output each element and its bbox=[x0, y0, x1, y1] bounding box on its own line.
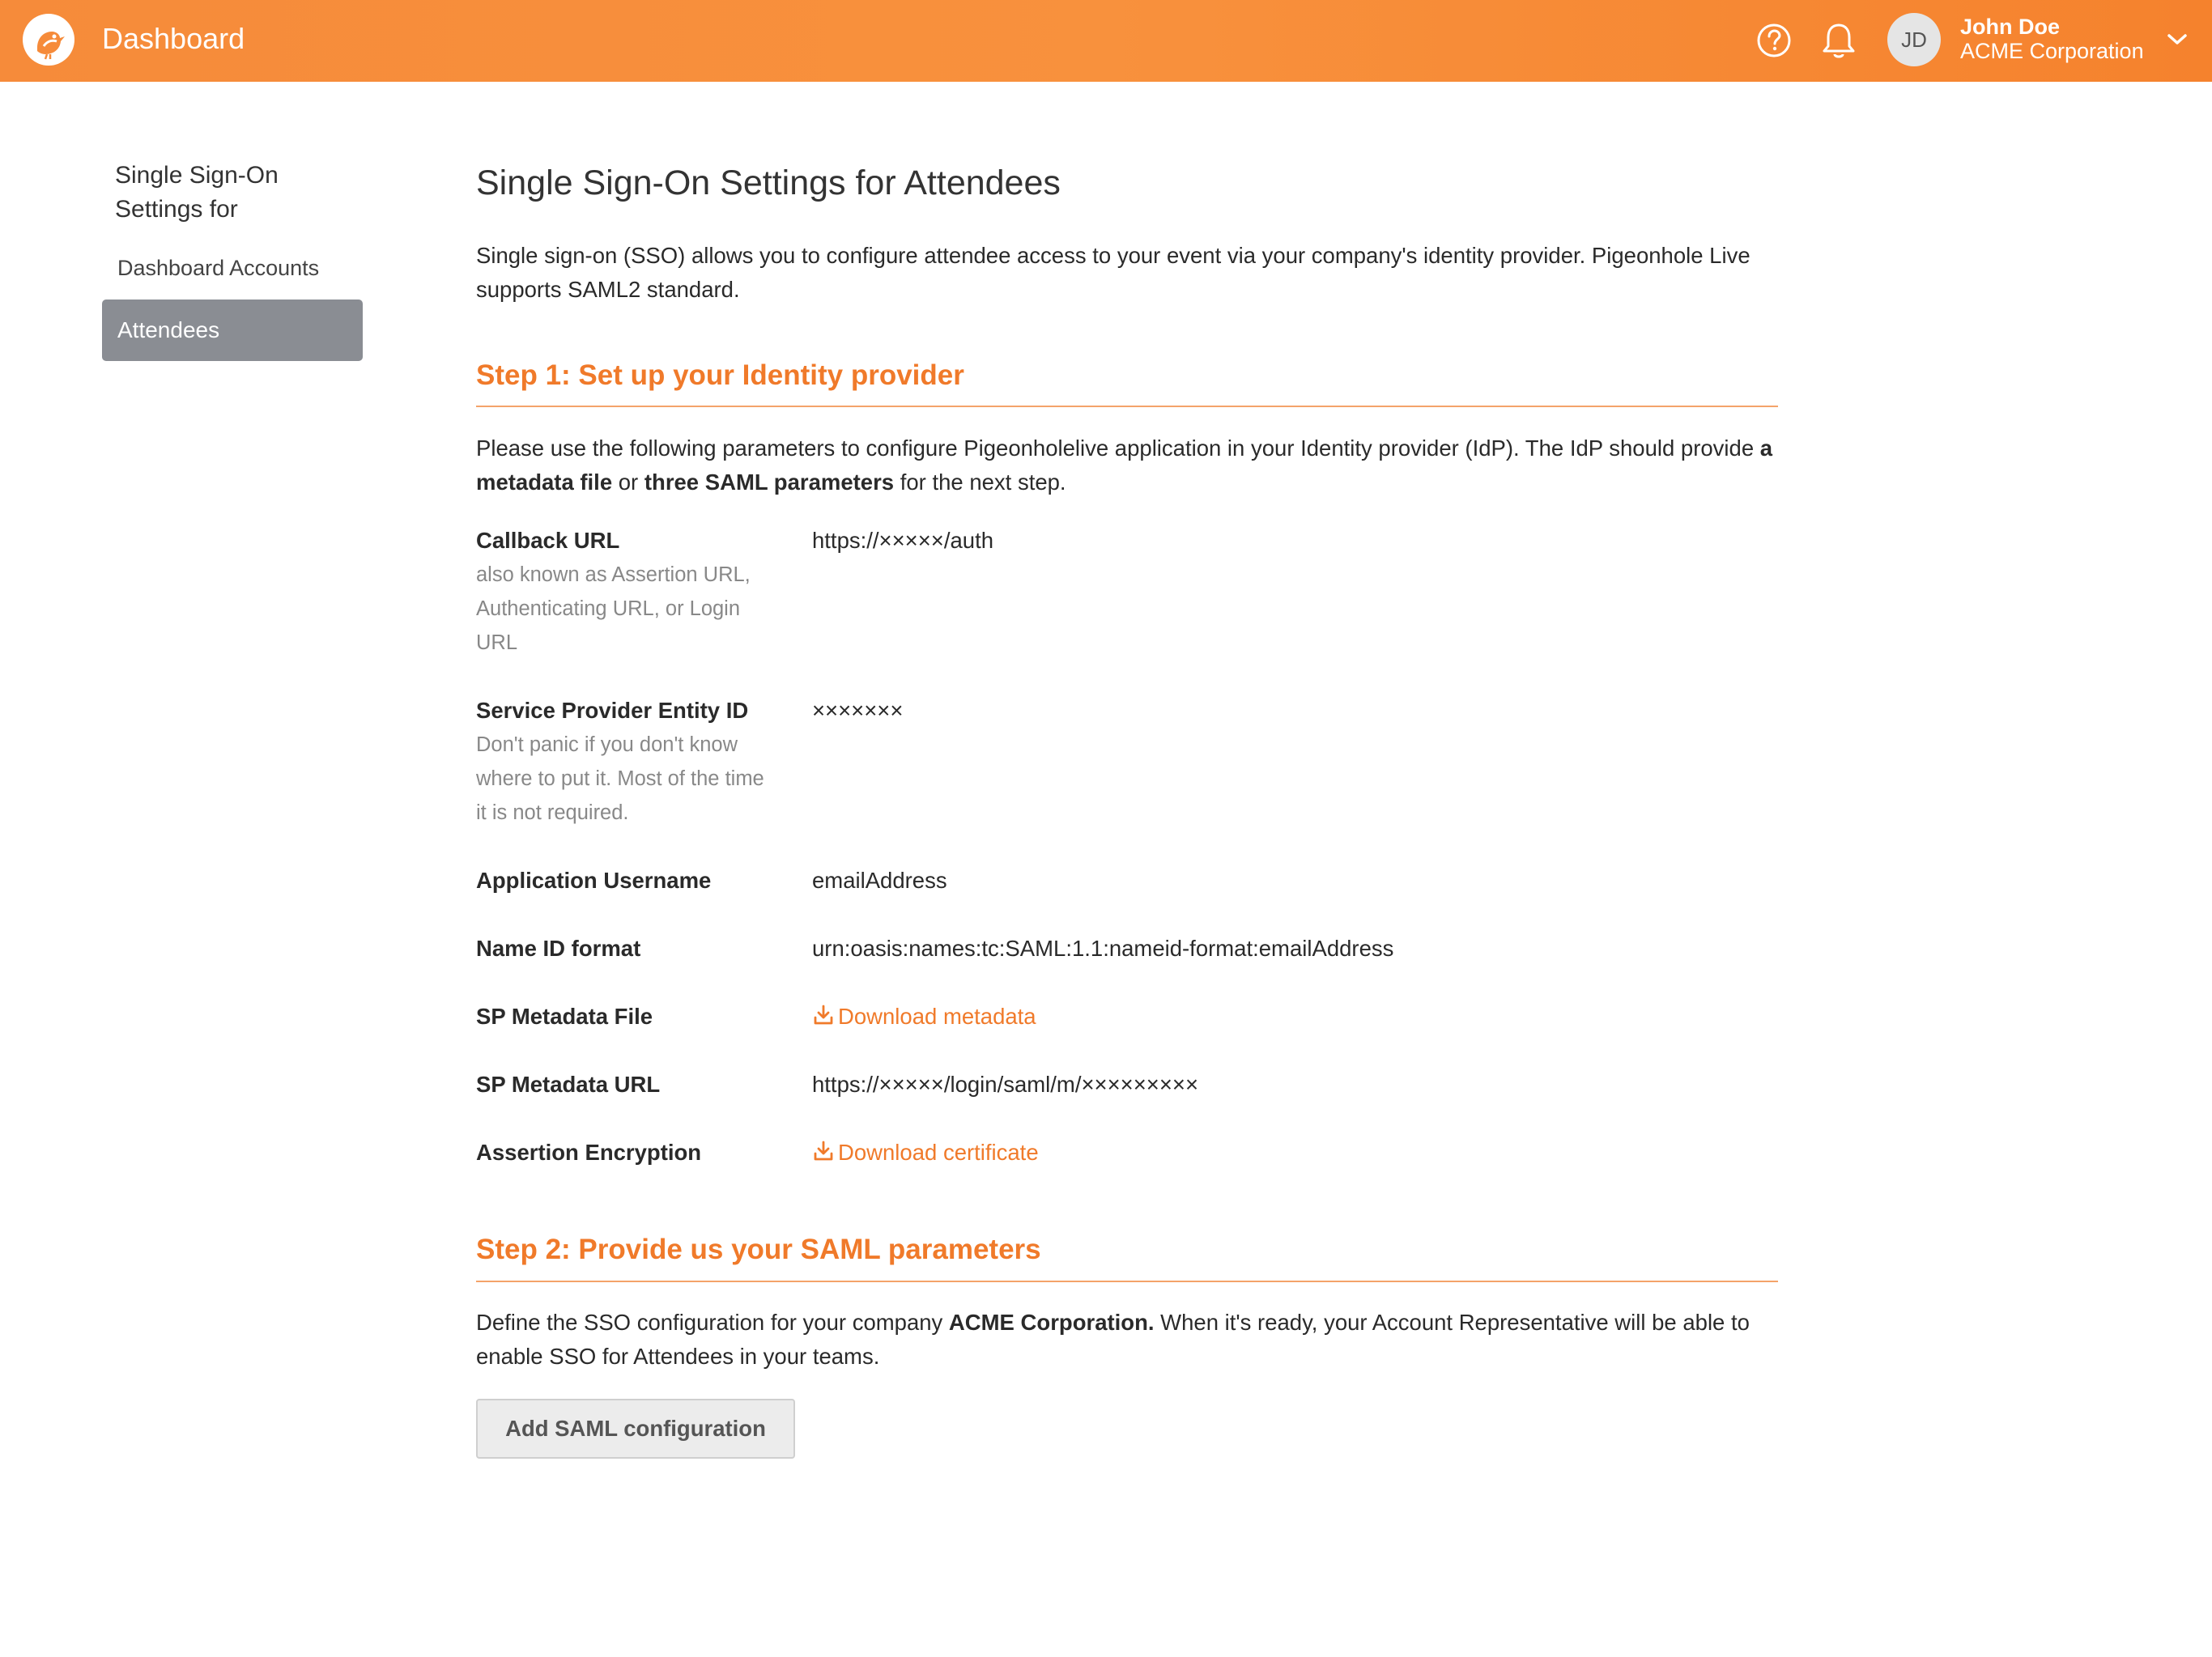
bell-icon[interactable] bbox=[1820, 20, 1857, 61]
sp-metadata-file-label: SP Metadata File bbox=[476, 1004, 653, 1029]
name-id-format-label: Name ID format bbox=[476, 936, 641, 961]
sp-metadata-url-label: SP Metadata URL bbox=[476, 1072, 661, 1097]
page-title: Single Sign-On Settings for Attendees bbox=[476, 164, 1061, 202]
step1-divider bbox=[476, 406, 1778, 407]
help-icon[interactable] bbox=[1755, 22, 1793, 59]
assertion-encryption-label: Assertion Encryption bbox=[476, 1140, 702, 1165]
step2-description: Define the SSO configuration for your company ACME Corporation. When it's ready, your Account Representative will be able to enable SSO for Attendees in your teams. bbox=[476, 1310, 1750, 1369]
download-certificate-link[interactable]: Download certificate bbox=[812, 1136, 1039, 1170]
sp-metadata-url-value[interactable]: https://×××××/login/saml/m/××××××××× bbox=[812, 1072, 1199, 1097]
name-id-format-value[interactable]: urn:oasis:names:tc:SAML:1.1:nameid-format:emailAddress bbox=[812, 936, 1394, 961]
entity-id-value[interactable]: ××××××× bbox=[812, 698, 904, 723]
add-saml-configuration-button[interactable]: Add SAML configuration bbox=[476, 1399, 795, 1459]
sidebar-heading: Single Sign-On Settings for bbox=[115, 162, 279, 223]
sidebar-item-attendees[interactable]: Attendees bbox=[102, 300, 363, 361]
app-title[interactable]: Dashboard bbox=[102, 22, 245, 55]
app-username-value[interactable]: emailAddress bbox=[812, 868, 947, 893]
user-name[interactable]: John Doe bbox=[1960, 15, 2061, 39]
step1-intro: Please use the following parameters to configure Pigeonholelive application in your Identity provider (IdP). The IdP should provide a metadata file or three SAML parameters for the next step. bbox=[476, 435, 1773, 495]
chevron-down-icon[interactable] bbox=[2167, 32, 2188, 47]
intro-text: Single sign-on (SSO) allows you to configure attendee access to your event via your company's identity provider. Pigeonhole Live supports SAML2 standard. bbox=[476, 243, 1750, 302]
callback-url-hint: also known as Assertion URL, Authenticating URL, or Login URL bbox=[476, 563, 751, 654]
download-icon bbox=[812, 1140, 835, 1162]
app-username-label: Application Username bbox=[476, 868, 712, 893]
entity-id-hint: Don't panic if you don't know where to put it. Most of the time it is not required. bbox=[476, 733, 764, 824]
step2-divider bbox=[476, 1281, 1778, 1282]
callback-url-value[interactable]: https://×××××/auth bbox=[812, 528, 994, 553]
download-metadata-link[interactable]: Download metadata bbox=[812, 1000, 1036, 1034]
bird-logo-icon[interactable] bbox=[23, 14, 74, 66]
user-org[interactable]: ACME Corporation bbox=[1960, 39, 2144, 63]
avatar[interactable]: JD bbox=[1887, 13, 1941, 66]
download-icon bbox=[812, 1004, 835, 1026]
callback-url-label: Callback URL bbox=[476, 528, 620, 553]
step1-title: Step 1: Set up your Identity provider bbox=[476, 359, 964, 391]
sidebar-item-dashboard-accounts[interactable]: Dashboard Accounts bbox=[117, 256, 320, 280]
top-bar bbox=[0, 0, 2212, 82]
step2-title: Step 2: Provide us your SAML parameters bbox=[476, 1234, 1041, 1265]
entity-id-label: Service Provider Entity ID bbox=[476, 698, 749, 723]
